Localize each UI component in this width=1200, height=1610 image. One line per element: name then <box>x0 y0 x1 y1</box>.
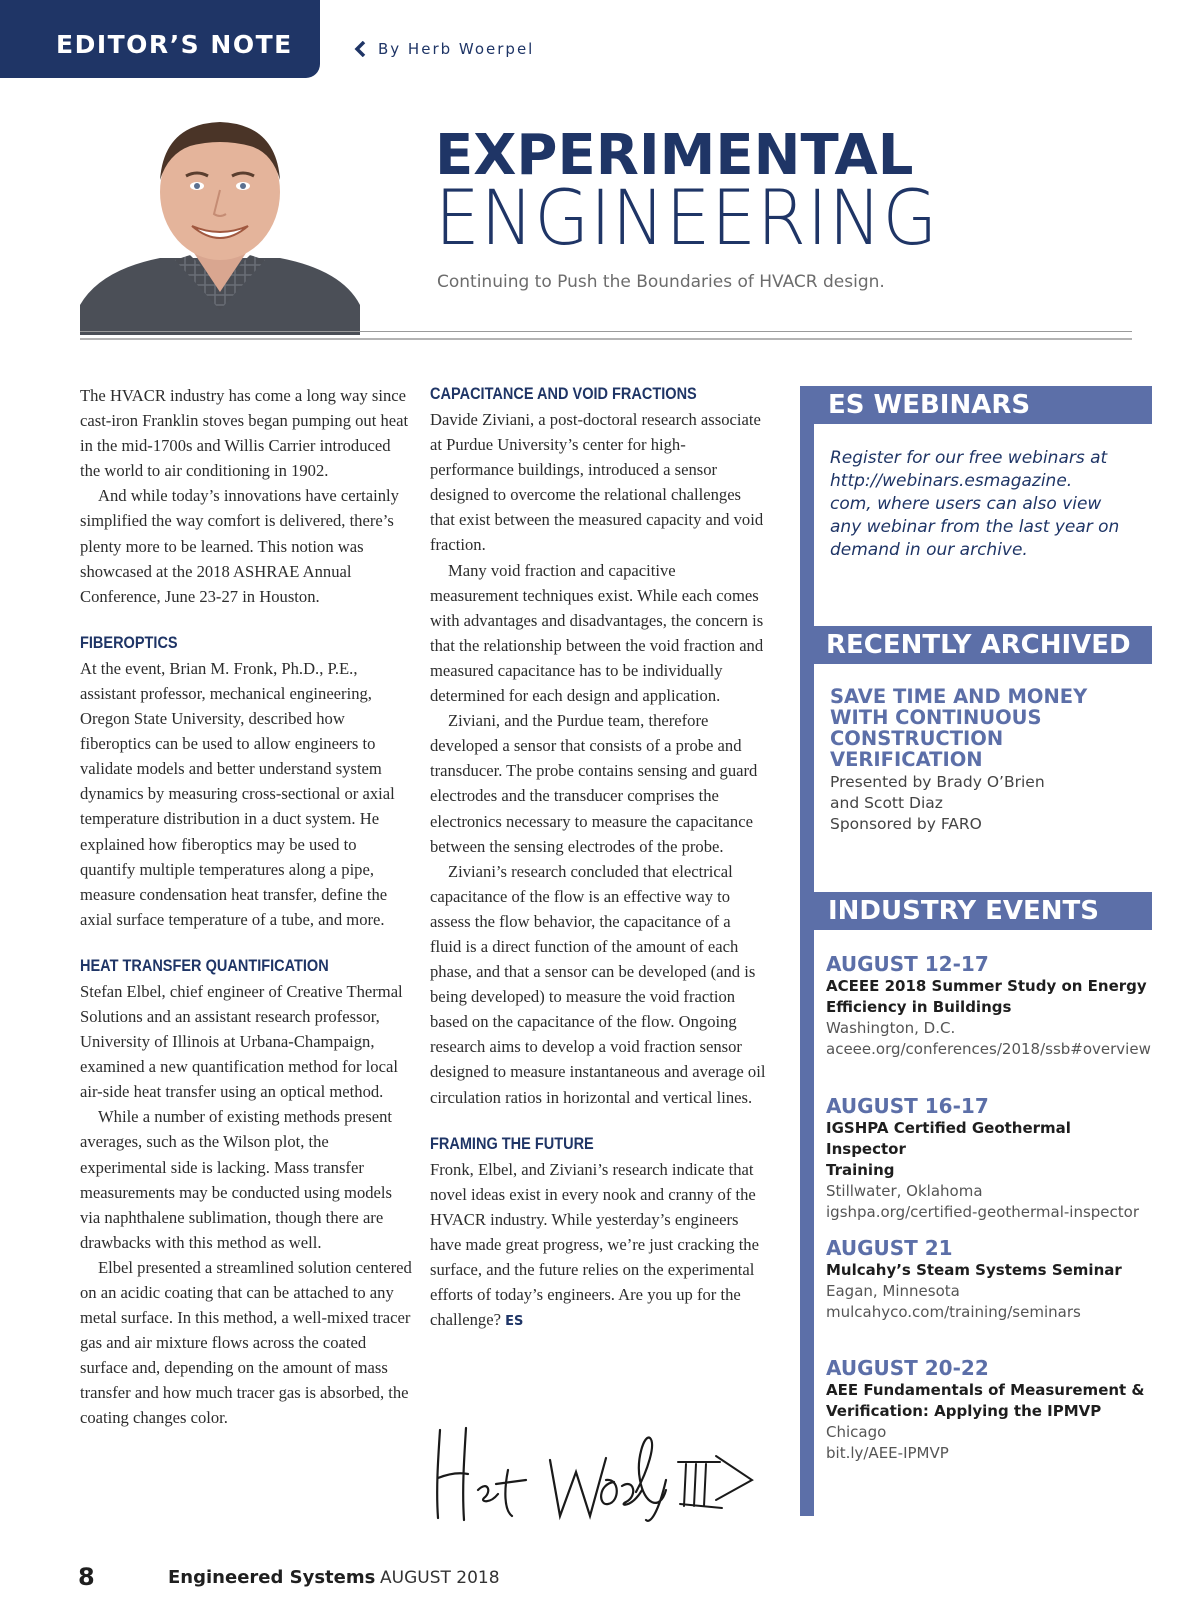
sidebar-heading-webinars: ES WEBINARS <box>814 386 1152 424</box>
archived-presenters <box>830 772 1045 835</box>
section-heading-capacitance: CAPACITANCE AND VOID FRACTIONS <box>430 385 697 403</box>
presenters-line: Presented by Brady O’Brien <box>830 773 1045 791</box>
byline-text: By Herb Woerpel <box>378 40 535 58</box>
paragraph: Ziviani, and the Purdue team, therefore developed a sensor that consists of a probe and transducer. The probe contains sensing and guard electrodes and the transducer comprises the electronics necessary to measure the capacitance between the sensing electrodes of the probe. <box>430 711 758 856</box>
event-name: Training <box>826 1161 895 1179</box>
byline[interactable] <box>354 40 534 58</box>
chevron-left-icon <box>354 41 366 57</box>
webinars-text[interactable] <box>830 447 1119 562</box>
paragraph: Ziviani’s research concluded that electrical capacitance of the flow is an effective way to assess the flow behavior, the capacitance of a fluid is a direct function of the amount of each phase, and that a sensor can be developed (and is being developed) to measure the void fraction based on the capacitance of the flow. Ongoing research aims to develop a void fraction sensor designed to measure instantaneous and average oil circulation ratios in horizontal and vertical lines. <box>430 861 766 1107</box>
article-column-1 <box>80 383 412 1431</box>
magazine-name: Engineered Systems <box>168 1567 376 1588</box>
webinars-line: com, where users can also view <box>830 494 1102 514</box>
section-tab <box>0 0 320 78</box>
event-name: Verification: Applying the IPMVP <box>826 1402 1102 1420</box>
event-date: AUGUST 20-22 <box>826 1356 989 1380</box>
webinars-line: any webinar from the last year on <box>830 517 1120 537</box>
event-location: Chicago <box>826 1423 887 1441</box>
event-item <box>826 1236 1156 1323</box>
paragraph: Many void fraction and capacitive measurement techniques exist. While each comes with advantages and disadvantages, the concern is that the relationship between the void fraction and measured capacitance has to be individually determined for each design and application. <box>430 560 764 706</box>
headline-subtitle: Continuing to Push the Boundaries of HVACR design. <box>437 272 885 292</box>
event-link[interactable]: igshpa.org/certified-geothermal-inspector <box>826 1203 1139 1221</box>
closing-text: Fronk, Elbel, and Ziviani’s research indicate that novel ideas exist in every nook and cranny of the HVACR industry. While yesterday’s engineers have made great progress, we’re just cracking the surface, and the future relies on the experimental efforts of today’s engineers. Are you up for the challenge? <box>430 1159 759 1330</box>
event-link[interactable]: aceee.org/conferences/2018/ssb#overview <box>826 1040 1151 1058</box>
paragraph: Stefan Elbel, chief engineer of Creative Thermal Solutions and an assistant research professor, University of Illinois at Urbana-Champaign, examined a new quantification method for local air-side heat transfer using an optical method. <box>80 981 403 1102</box>
section-heading-fiberoptics: FIBEROPTICS <box>80 633 178 652</box>
divider-bottom <box>80 338 1132 340</box>
sidebar-heading-archived: RECENTLY ARCHIVED <box>800 626 1152 664</box>
article-column-2 <box>430 382 766 1334</box>
archived-title[interactable] <box>830 686 1130 770</box>
headline-bold: EXPERIMENTAL <box>435 123 914 188</box>
archived-sponsor: Sponsored by FARO <box>830 815 982 833</box>
event-item <box>826 1094 1156 1223</box>
presenters-line: and Scott Diaz <box>830 794 943 812</box>
author-signature <box>430 1420 770 1530</box>
archived-title-line: VERIFICATION <box>830 748 983 771</box>
archived-title-line: CONSTRUCTION <box>830 727 1004 750</box>
event-date: AUGUST 16-17 <box>826 1094 989 1118</box>
paragraph: Elbel presented a streamlined solution centered on an acidic coating that can be attached to any metal surface. In this method, a well-mixed tracer gas and air mixture flows across the coated surface and, depending on the amount of mass transfer and how much tracer gas is absorbed, the coating changes color. <box>80 1257 412 1428</box>
paragraph: While a number of existing methods present averages, such as the Wilson plot, the experimental side is lacking. Mass transfer measurements may be conducted using models via naphthalene sublimation, though there are drawbacks with this method as well. <box>80 1107 393 1252</box>
author-photo <box>80 110 360 335</box>
paragraph: And while today’s innovations have certainly simplified the way comfort is delivered, there’s plenty more to be learned. This notion was showcased at the 2018 ASHRAE Annual Conference, June 23-27 in Houston. <box>80 486 399 606</box>
page-number: 8 <box>78 1563 95 1591</box>
event-location: Washington, D.C. <box>826 1019 956 1037</box>
paragraph: At the event, Brian M. Fronk, Ph.D., P.E., assistant professor, mechanical engineering, Oregon State University, described how fiberoptics can be used to allow engineers to validate models and better understand system dynamics by measuring cross-sectional or axial temperature distribution in a duct system. He explained how fiberoptics may be used to quantify multiple temperatures along a pipe, measure condensation heat transfer, define the axial surface temperature of a tube, and more. <box>80 658 395 929</box>
archived-title-line: SAVE TIME AND MONEY <box>830 685 1088 708</box>
section-heading-heat-transfer: HEAT TRANSFER QUANTIFICATION <box>80 956 329 975</box>
headline-light: ENGINEERING <box>435 173 939 262</box>
event-name: Mulcahy’s Steam Systems Seminar <box>826 1261 1122 1279</box>
event-date: AUGUST 12-17 <box>826 952 989 976</box>
sidebar <box>800 386 1164 1516</box>
event-name: Efficiency in Buildings <box>826 998 1012 1016</box>
event-location: Eagan, Minnesota <box>826 1282 960 1300</box>
section-tab-label: EDITOR’S NOTE <box>56 30 293 59</box>
paragraph: The HVACR industry has come a long way since cast-iron Franklin stoves began pumping out heat in the mid-1700s and Willis Carrier introduced the world to air conditioning in 1902. <box>80 386 409 481</box>
event-name: AEE Fundamentals of Measurement & <box>826 1381 1145 1399</box>
section-heading-future: FRAMING THE FUTURE <box>430 1134 594 1153</box>
event-link[interactable]: bit.ly/AEE-IPMVP <box>826 1444 949 1462</box>
event-item <box>826 1356 1156 1464</box>
divider-top <box>80 331 1132 332</box>
event-link[interactable]: mulcahyco.com/training/seminars <box>826 1303 1081 1321</box>
webinars-line: Register for our free webinars at <box>830 448 1108 468</box>
sidebar-heading-events: INDUSTRY EVENTS <box>814 892 1152 930</box>
event-name: ACEEE 2018 Summer Study on Energy <box>826 977 1147 995</box>
paragraph: Davide Ziviani, a post-doctoral research associate at Purdue University’s center for high-performance buildings, introduced a sensor designed to overcome the relational challenges that exist between the measured capacity and void fraction. <box>430 410 764 555</box>
issue-date: AUGUST 2018 <box>380 1568 500 1588</box>
event-location: Stillwater, Oklahoma <box>826 1182 983 1200</box>
webinars-line: http://webinars.esmagazine. <box>830 471 1073 491</box>
event-date: AUGUST 21 <box>826 1236 953 1260</box>
event-name: IGSHPA Certified Geothermal Inspector <box>826 1119 1071 1158</box>
paragraph-closing <box>430 1157 766 1335</box>
archived-title-line: WITH CONTINUOUS <box>830 706 1042 729</box>
event-item <box>826 952 1156 1060</box>
end-mark: ES <box>505 1314 524 1330</box>
webinars-line: demand in our archive. <box>830 540 1028 560</box>
